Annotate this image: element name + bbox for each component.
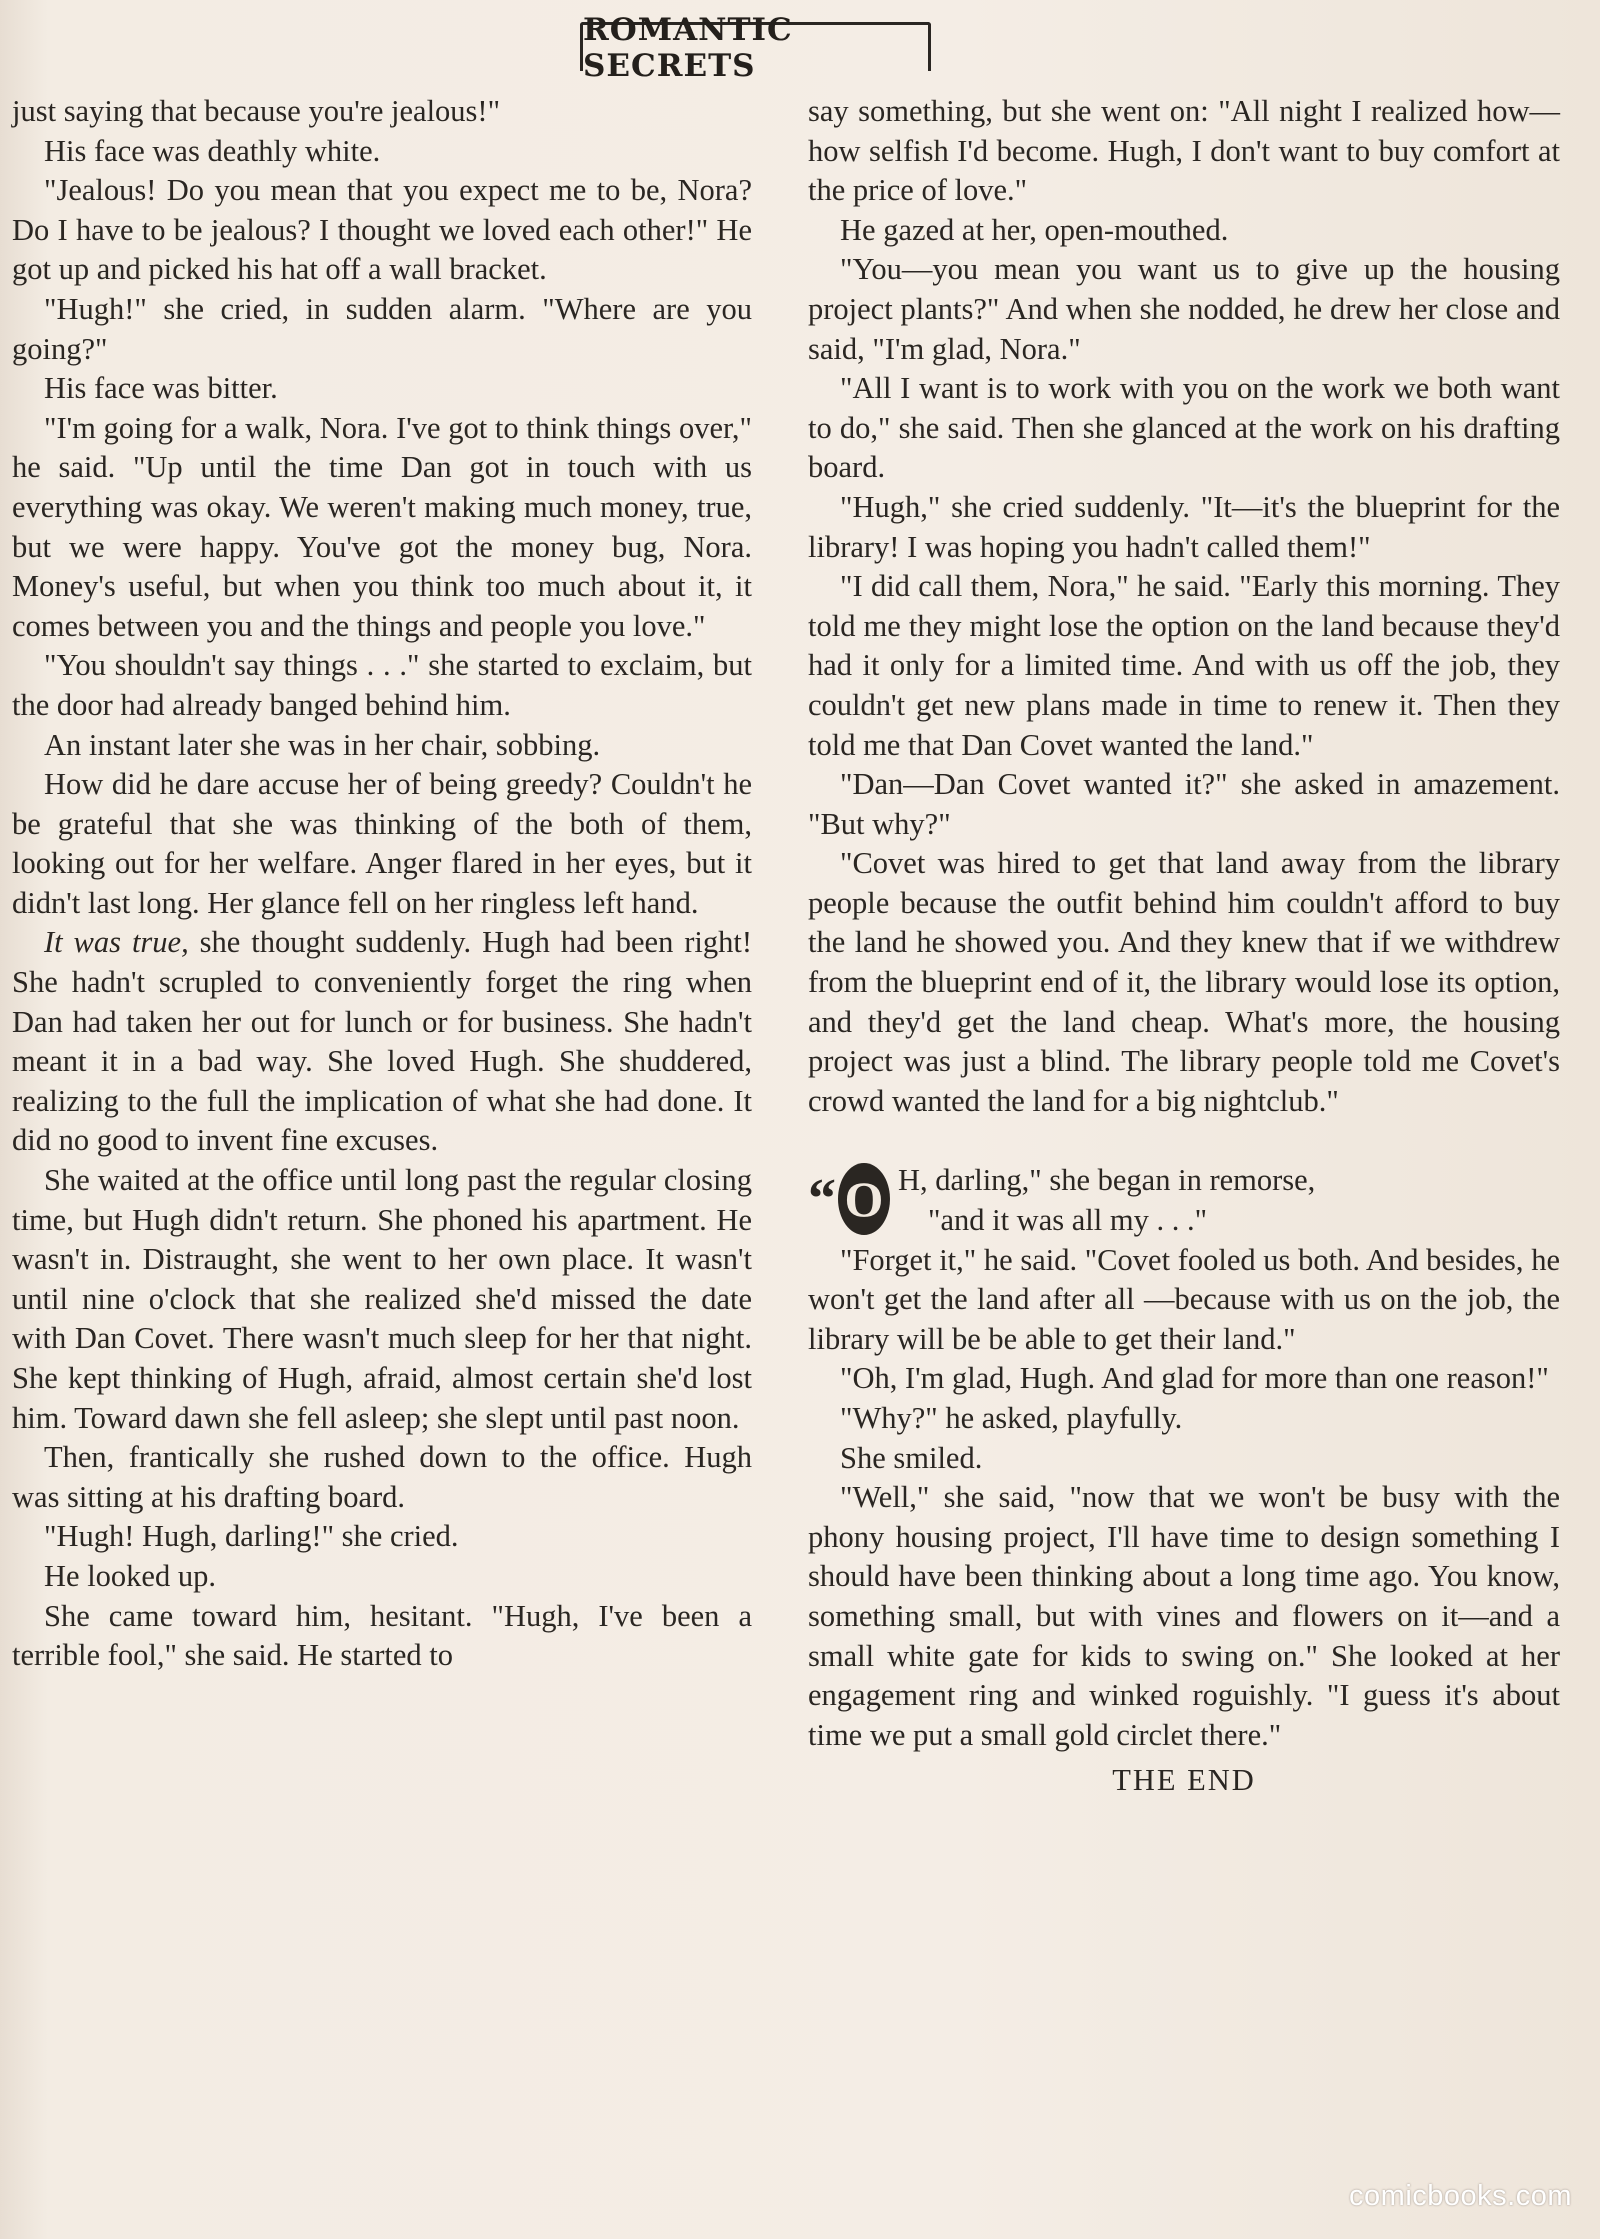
paragraph: "I'm going for a walk, Nora. I've got to think things over," he said. "Up until the time Dan got in touch with us everything was okay. We weren't making much money, true, but we were happy. You've got the money bug, Nora. Money's useful, but when you think too much about it, it comes between you and the things and people you love."	[12, 410, 752, 643]
paragraph: just saying that because you're jealous!"	[12, 94, 501, 128]
paragraph: "I did call them, Nora," he said. "Early this morning. They told me they might lose the option on the land because they'd had it only for a limited time. And with us off the job, they couldn't get new plans made in time to renew it. Then they told me that Dan Covet wanted the land."	[808, 569, 1560, 762]
right-column	[808, 92, 1560, 1801]
paragraph: "Dan—Dan Covet wanted it?" she asked in amazement. "But why?"	[808, 767, 1560, 841]
paragraph: "Well," she said, "now that we won't be busy with the phony housing project, I'll have time to design something I should have been thinking about a long time ago. You know, something small, but with vines and flowers on it—and a small white gate for kids to swing on." She looked at her engagement ring and winked roguishly. "I guess it's about time we put a small gold circlet there."	[808, 1480, 1560, 1752]
the-end: THE END	[1112, 1763, 1256, 1798]
dropcap-line-1: H, darling," she began in remorse,	[898, 1163, 1316, 1198]
paragraph: "You—you mean you want us to give up the housing project plants?" And when she nodded, he drew her close and said, "I'm glad, Nora."	[808, 252, 1560, 366]
dropcap-line-2: "and it was all my . . ."	[928, 1203, 1208, 1238]
paragraph-italic-lead	[12, 923, 752, 1161]
dropcap-letter: O	[838, 1163, 890, 1235]
paragraph-rest: she thought suddenly. Hugh had been right! She hadn't scrupled to conveniently forget the ring when Dan had taken her out for lunch or for business. She hadn't meant it in a bad way. She loved Hugh. She shuddered, realizing to the full the implication of what she had done. It did no good to invent fine excuses.	[12, 925, 753, 1158]
paragraph: "Forget it," he said. "Covet fooled us both. And besides, he won't get the land after all —because with us on the job, the library will be be able to get their land."	[808, 1242, 1560, 1356]
paragraph: His face was bitter.	[44, 371, 278, 406]
paragraph: "Hugh! Hugh, darling!" she cried.	[44, 1519, 459, 1554]
paragraph: He looked up.	[44, 1558, 216, 1593]
paragraph: "Why?" he asked, playfully.	[840, 1401, 1183, 1435]
paragraph: say something, but she went on: "All night I realized how—how selfish I'd become. Hugh, I don't want to buy comfort at the price of love."	[808, 94, 1560, 208]
dropcap	[808, 1163, 890, 1235]
paragraph: "Covet was hired to get that land away from the library people because the outfit behind him couldn't afford to buy the land he showed you. And they knew that if we withdrew from the blueprint end of it, the library would lose its option, and they'd get the land cheap. What's more, the housing project was just a blind. The library people told me Covet's crowd wanted the land for a big nightclub."	[808, 846, 1560, 1118]
paragraph: An instant later she was in her chair, sobbing.	[44, 727, 601, 762]
left-column	[12, 92, 752, 1676]
watermark: comicbooks.com	[1349, 2180, 1572, 2212]
magazine-header	[580, 12, 931, 84]
paragraph: "All I want is to work with you on the work we both want to do," she said. Then she glanced at the work on his drafting board.	[808, 371, 1560, 485]
paragraph: She smiled.	[840, 1440, 983, 1475]
dropcap-paragraph	[808, 1161, 1560, 1240]
paragraph: How did he dare accuse her of being greedy? Couldn't he be grateful that she was thinking of the both of them, looking out for her welfare. Anger flared in her eyes, but it didn't last long. Her glance fell on her ringless left hand.	[12, 767, 752, 920]
italic-lead: It was true,	[44, 925, 189, 960]
paragraph: "Jealous! Do you mean that you expect me to be, Nora? Do I have to be jealous? I thought we loved each other!" He got up and picked his hat off a wall bracket.	[12, 173, 752, 287]
paragraph: "You shouldn't say things . . ." she started to exclaim, but the door had already banged behind him.	[12, 648, 752, 722]
paragraph: Then, frantically she rushed down to the office. Hugh was sitting at his drafting board.	[12, 1440, 752, 1514]
paragraph: His face was deathly white.	[44, 133, 381, 168]
dropcap-quote-mark: “	[808, 1168, 836, 1231]
paragraph: "Hugh!" she cried, in sudden alarm. "Where are you going?"	[12, 291, 752, 366]
paragraph: "Oh, I'm glad, Hugh. And glad for more than one reason!"	[840, 1361, 1549, 1396]
magazine-title: ROMANTIC SECRETS	[583, 12, 793, 84]
paragraph: She came toward him, hesitant. "Hugh, I've been a terrible fool," she said. He started to	[12, 1598, 752, 1673]
paragraph: He gazed at her, open-mouthed.	[840, 212, 1229, 247]
paragraph: She waited at the office until long past the regular closing time, but Hugh didn't return. She phoned his apartment. He wasn't in. Distraught, she went to her own place. It wasn't until nine o'clock that she realized she'd missed the date with Dan Covet. There wasn't much sleep for her that night. She kept thinking of Hugh, afraid, almost certain she'd lost him. Toward dawn she fell asleep; she slept until past noon.	[12, 1163, 752, 1435]
dropcap-text	[898, 1161, 1560, 1240]
paragraph: "Hugh," she cried suddenly. "It—it's the blueprint for the library! I was hoping you hadn't called them!"	[808, 489, 1560, 564]
